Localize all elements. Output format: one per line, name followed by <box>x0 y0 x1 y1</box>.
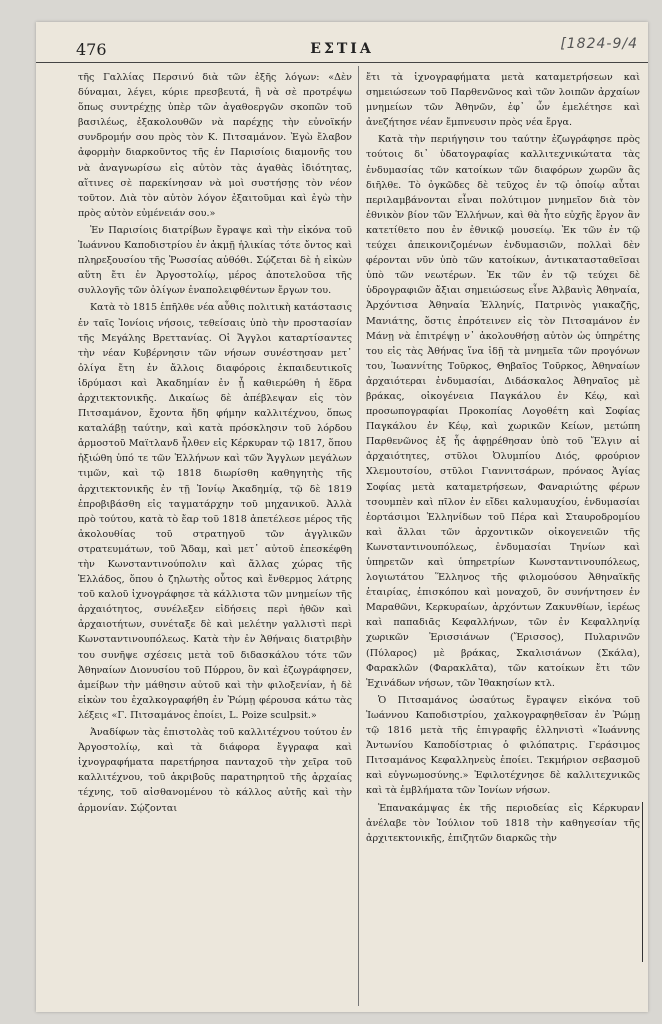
paragraph: Κατὰ τὴν περιήγησιν του ταύτην ἐζωγράφησε πρὸς τούτοις δι᾿ ὑδατογραφίας καλλιτεχνικώτατα τὰς ἐνδυμασίας τῶν κατοίκων τῶν διαφόρων χωρῶν ἃς διῆλθε. Τὸ ὀγκῶδες δὲ τεῦχος ἐν τῷ ὁποίῳ αὗται περιλαμβάνονται εἶναι πολύτιμον μνημεῖον διὰ τὸν ἐθνικὸν βίον τῶν Ἑλλήνων, καὶ θὰ ἦτο εὐχῆς ἔργον ἂν κατετίθετο που ἐν ἐθνικῷ μουσείῳ. Ἐκ τῶν ἐν τῷ τεύχει ἀπεικονιζομένων ἐνδυμασιῶν, πολλαὶ δὲν φέρονται νῦν ὑπὸ τῶν κατοίκων, ἀντικατασταθεῖσαι ὑπὸ τῶν νεωτέρων. Ἐκ τῶν ἐν τῷ τεύχει δὲ ὑδρογραφιῶν ἄξιαι σημειώσεως εἶνε Ἀλβανὶς Ἀθηναία, Ἀρχόντισα Ἀθηναία Ἑλληνίς, Πατρινὸς γιακαζῆς, Μανιάτης, ὅστις ἐπρότεινεν εἰς τὸν Πιτσαμάνον ἐν Μάνῃ νὰ ἐπιτρέψῃ ν᾿ ἀκολουθήσῃ αὐτὸν ὡς ὑπηρέτης του εἰς τὰς Ἀθήνας ἵνα ἰδῇ τὰ μνημεῖα τῶν προγόνων του, Ἰωαννίτης Τοῦρκος, Θηβαῖος Τοῦρκος, Ἀθηναίων ἀρχαιότεραι ἐνδυμασίαι, Διδάσκαλος Ἀθηναῖος μὲ βράκας, οἰκογένεια Παγκάλου ἐν Κέῳ, καὶ προσωπογραφίαι Προκοπίας Λογοθέτη καὶ Σοφίας Παγκάλου ἐν Κέῳ, καὶ χωρικῶν Κείων, μετώπη Παρθενῶνος ἐξ ἧς ἀφῃρέθησαν ὑπὸ τοῦ Ἔλγιν αἱ ἀρχαιότητες, στῦλοι Ὀλυμπίου Διός, φρούριον Χλεμουτσίου, στῦλοι Γιαννιτσάρων, πρόναος Ἁγίας Σοφίας μετὰ καταμετρήσεων, Φαναριώτης φέρων τσουμπὲν καὶ πῖλον ἐν εἴδει καλυμαυχίου, ἐνδυμασίαι ἑορτάσιμοι Ἑλληνίδων τοῦ Πέρα καὶ Σταυροδρομίου καὶ ἄλλαι τῶν ἀρχοντικῶν οἰκογενειῶν τῆς Κωνσταντινουπόλεως, ἐνδυμασίαι Τηνίων καὶ ὑπηρετῶν καὶ ὑπηρετρίων Κωνσταντινουπόλεως, λογιωτάτου Ἕλληνος τῆς φιλομούσου Ἀθηναϊκῆς ἑταιρίας, ἐπισκόπου καὶ μοναχοῦ, ὃν συνήντησεν ἐν Μαραθῶνι, Κερκυραίων, ἀρχόντων Ζακυνθίων, ἱερέως καὶ παπαδιᾶς Κεφαλλήνων, τῶν ἐν Κεφαλληνίᾳ χωρικῶν Ἐρισσιάνων (Ἔρισσος), Πυλαρινῶν (Πύλαρος) μὲ βράκας, Σκαλισιάνων (Σκάλα), Φαρακλῶν (Φαρακλᾶτα), τῶν κατοίκων ἔτι τῶν Ἐχινάδων νήσων, τῶν Ἰθακησίων κτλ. <box>366 134 640 689</box>
paragraph: Ἐν Παρισίοις διατρίβων ἔγραψε καὶ τὴν εἰκόνα τοῦ Ἰωάννου Καποδιστρίου ἐν ἀκμῇ ἡλικίας τότε ὄντος καὶ πληρεξουσίου τῆς Ῥωσσίας αὐθόθι. Σῴζεται δὲ ἡ εἰκὼν αὕτη ἔτι ἐν Ἀργοστολίῳ, μέρος ἀποτελοῦσα τῆς συλλογῆς τῶν ὀλίγων ἐναπολειφθέντων ἔργων του. <box>78 224 352 297</box>
page-number: 476 <box>76 40 107 59</box>
paragraph: Ἐπανακάμψας ἐκ τῆς περιοδείας εἰς Κέρκυραν ἀνέλαβε τὸν Ἰούλιον τοῦ 1818 τὴν καθηγεσίαν τῆς ἀρχιτεκτονικῆς, ἐπιζητῶν διαρκῶς τὴν <box>366 802 640 844</box>
paragraph: τῆς Γαλλίας Περσινύ διὰ τῶν ἑξῆς λόγων: «Δὲν δύναμαι, λέγει, κύριε πρεσβευτά, ἢ νὰ σὲ προτρέψω ὅπως συντρέχῃς ὑπὲρ τῶν ἀγαθοεργῶν σκοπῶν τοῦ βασιλέως, ἐξακολουθῶν νὰ παρέχῃς τὴν εὐνοϊκήν συνδρομήν σου πρὸς τὸν Κ. Πιτσαμάνον. Ἐγὼ ἔλαβον ἀφορμὴν διαρκοῦντος τῆς ἐν Παρισίοις διαμονῆς του νὰ ἀναγνωρίσω εἰς αὐτὸν τὰς ἀγαθὰς ἰδιότητας, αἵτινες σὲ παρεκίνησαν νὰ μοὶ συστήσῃς τὸν νέον τοῦτον. Διὰ τὸν αὐτὸν λόγον ἐξαιτοῦμαι καὶ ἐγὼ τὴν πρὸς αὐτὸν εὐμένειάν σου.» <box>78 72 352 219</box>
handwritten-date-note: [1824-9/4 <box>560 36 638 52</box>
paragraph: Ὁ Πιτσαμάνος ὡσαύτως ἔγραψεν εἰκόνα τοῦ Ἰωάννου Καποδιστρίου, χαλκογραφηθεῖσαν ἐν Ῥώμῃ τῷ 1816 μετὰ τῆς ἐπιγραφῆς ἑλληνιστὶ «Ἰωάννης Ἀντωνίου Καποδίστριας ὁ φιλόπατρις. Γεράσιμος Πιτσαμάνος Κεφαλληνεὺς ἐποίει. Τεκμήριον σεβασμοῦ καὶ εὐγνωμοσύνης.» Ἐφιλοτέχνησε δὲ καλλιτεχνικῶς καὶ τὰ ἐμβλήματα τῶν Ἰονίων νήσων. <box>366 694 640 797</box>
margin-mark-line <box>642 802 643 962</box>
paragraph: Κατὰ τὸ 1815 ἐπῆλθε νέα αὖθις πολιτικὴ κατάστασις ἐν ταῖς Ἰονίοις νήσοις, τεθείσαις ὑπὸ τὴν προστασίαν τῆς Μεγάλης Βρεττανίας. Οἱ Ἄγγλοι καταρτίσαντες τὴν νέαν Κυβέρνησιν τῶν νήσων συνέστησαν μετ᾿ ὀλίγα ἔτη ἐν ἄλλοις διαφόροις ἐκπαιδευτικοῖς ἱδρύμασι καὶ Ἀκαδημίαν ἐν ᾗ καθιερώθη ἡ ἕδρα ἀρχιτεκτονικῆς. Δικαίως δὲ ἀπέβλεψαν εἰς τὸν Πιτσαμάνον, ἔχοντα ἤδη φήμην καλλιτέχνου, ὅπως καταλάβῃ ταύτην, καὶ κατὰ πρόσκλησιν τοῦ λόρδου ἁρμοστοῦ Μαϊτλανδ ἦλθεν εἰς Κέρκυραν τῷ 1817, ὅπου ἠξιώθη ὑπό τε τῶν Ἑλλήνων καὶ τῶν Ἄγγλων μεγάλων τιμῶν, καὶ τῷ 1818 διωρίσθη καθηγητὴς τῆς ἀρχιτεκτονικῆς ἐν τῇ Ἰονίῳ Ἀκαδημίᾳ, τῷ δὲ 1819 ἐπροβιβάσθη εἰς ταγματάρχην τοῦ μηχανικοῦ. Ἀλλὰ πρὸ τούτου, κατὰ τὸ ἔαρ τοῦ 1818 ἀπετέλεσε μέρος τῆς ἀκολουθίας τοῦ στρατηγοῦ τῶν ἀγγλικῶν στρατευμάτων, τοῦ Ἄδαμ, καὶ μετ᾿ αὐτοῦ ἐπεσκέφθη τὴν Κωνσταντινούπολιν καὶ ἄλλας χώρας τῆς Ἑλλάδος, ὅπου ὁ ζηλωτὴς οὗτος καὶ ἔνθερμος λάτρης τοῦ καλοῦ ἰχνογράφησε τὰ κάλλιστα τῶν μνημείων τῆς ἀρχαιότητος, συνέλεξεν εἰδήσεις περὶ ἠθῶν καὶ ἀρχαιοτήτων, συνέταξε δὲ καὶ μελέτην γαλλιστὶ περὶ Κωνσταντινουπόλεως. Κατὰ τὴν ἐν Ἀθήναις διατριβὴν του συνῆψε σχέσεις μετὰ τοῦ διδασκάλου τότε τῶν Ἀθηναίων Διονυσίου τοῦ Πύρρου, ὃν καὶ ἐζωγράφησεν, ἀμείβων τὴν μάθησιν αὐτοῦ καὶ τὴν φιλοξενίαν, ἡ δὲ εἰκὼν του ἐχαλκογραφήθη ἐν Ῥώμῃ φέρουσα κάτω τὰς λέξεις «Γ. Πιτσαμάνος ἐποίει, L. Poize sculpsit.» <box>78 302 352 721</box>
page-header <box>36 36 648 63</box>
right-column <box>366 70 640 1000</box>
journal-title: ΕΣΤΙΑ <box>310 41 374 57</box>
left-column <box>78 70 352 1000</box>
column-divider <box>358 66 359 1006</box>
paragraph: ἔτι τὰ ἰχνογραφήματα μετὰ καταμετρήσεων καὶ σημειώσεων τοῦ Παρθενῶνος καὶ τῶν λοιπῶν ἀρχαίων μνημείων τῶν Ἀθηνῶν, ἐφ᾿ ὧν ἐμελέτησε καὶ ἀνεζήτησε νέαν ἔμπνευσιν πρὸς νέα ἔργα. <box>366 72 640 129</box>
paragraph: Ἀναδίφων τὰς ἐπιστολὰς τοῦ καλλιτέχνου τούτου ἐν Ἀργοστολίῳ, καὶ τὰ διάφορα ἔγγραφα καὶ ἰχνογραφήματα παρετήρησα πανταχοῦ τὴν χεῖρα τοῦ καλλιτέχνου, τοῦ ἀκριβοῦς παρατηρητοῦ τῆς ἀρχαίας τέχνης, τοῦ αἰσθανομένου τὸ κάλλος αὐτῆς καὶ τὴν ἁρμονίαν. Σῴζονται <box>78 727 352 814</box>
newspaper-page <box>36 22 648 1012</box>
